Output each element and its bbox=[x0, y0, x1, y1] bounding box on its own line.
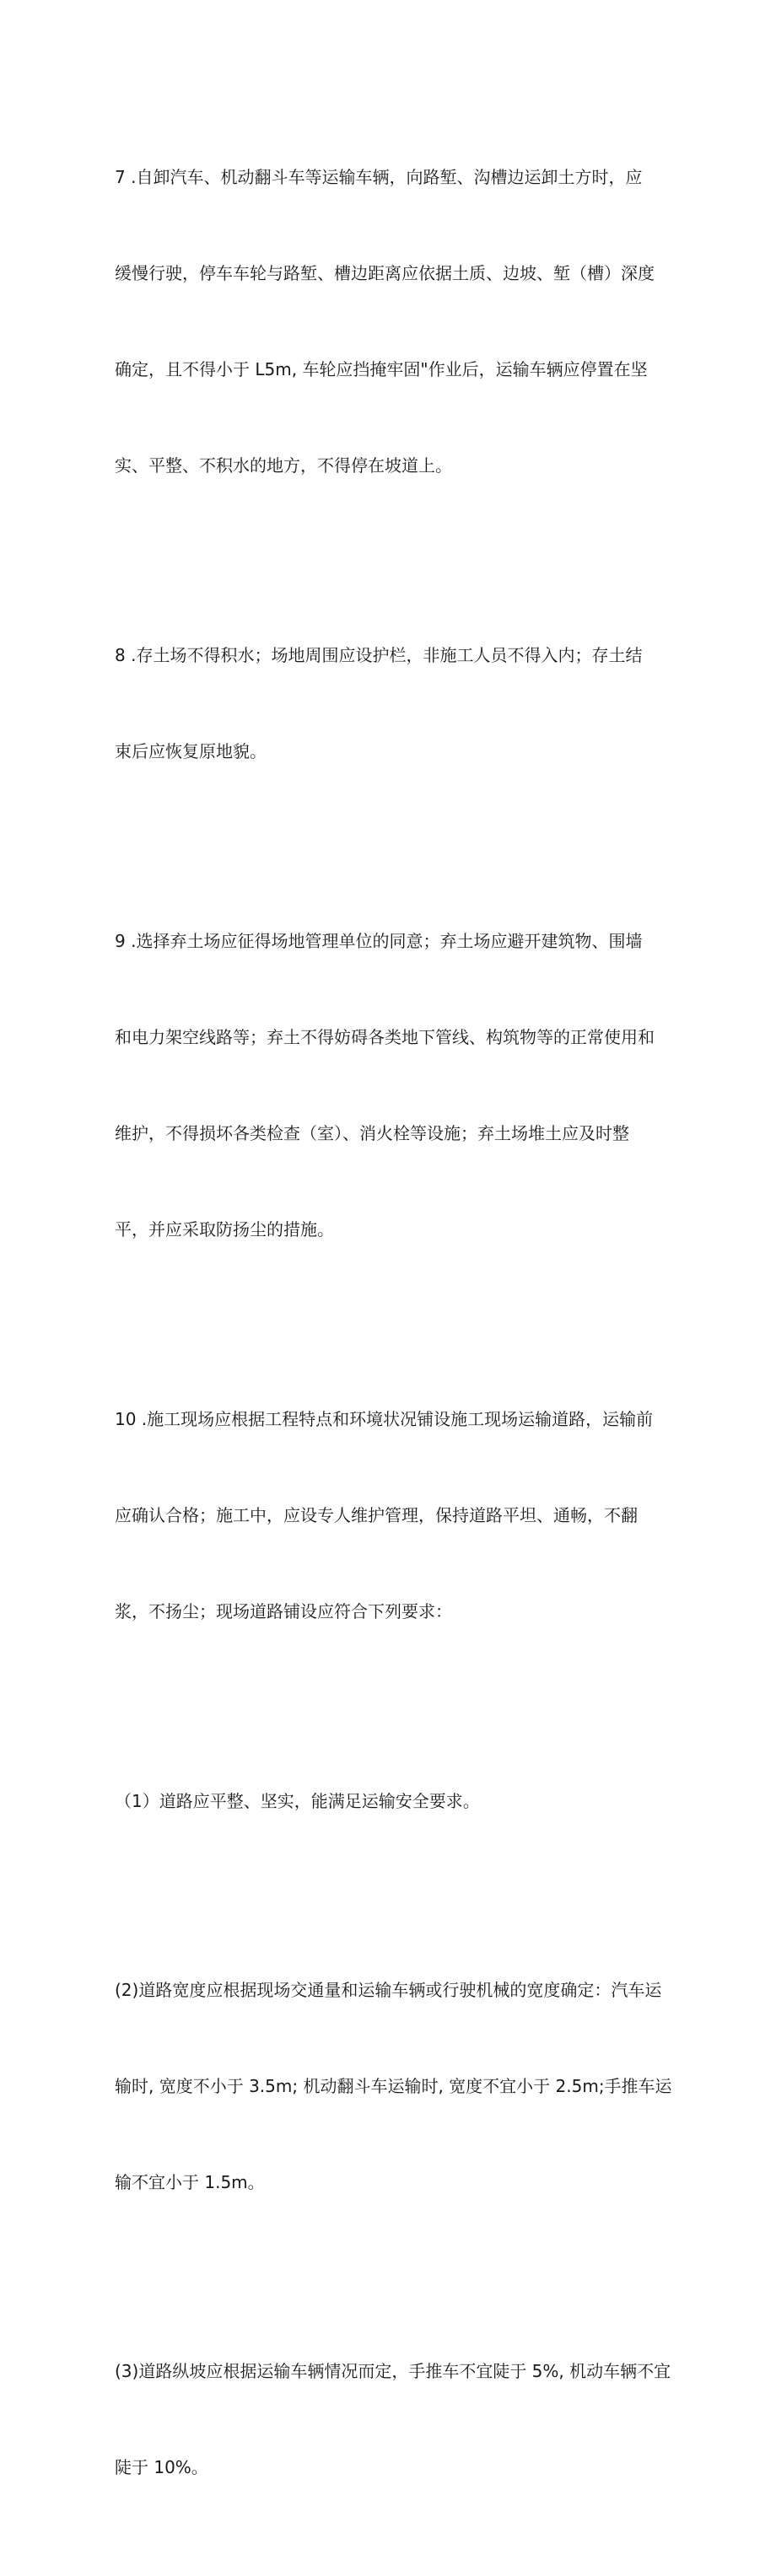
text-line: 浆，不扬尘；现场道路铺设应符合下列要求： bbox=[115, 1601, 452, 1621]
text-line: 输时, 宽度不小于 3.5m; 机动翻斗车运输时, 宽度不宜小于 2.5m;手推车运 bbox=[115, 2076, 672, 2096]
text-line: (2)道路宽度应根据现场交通量和运输车辆或行驶机械的宽度确定：汽车运 bbox=[115, 1980, 662, 2000]
text-line: 应确认合格；施工中，应设专人维护管理，保持道路平坦、通畅，不翻 bbox=[115, 1505, 638, 1525]
text-line: 7 .自卸汽车、机动翻斗车等运输车辆，向路堑、沟槽边运卸土方时，应 bbox=[115, 167, 643, 187]
sub-item-2 bbox=[115, 1910, 671, 2262]
text-line: 10 .施工现场应根据工程特点和环境状况铺设施工现场运输道路，运输前 bbox=[115, 1409, 654, 1429]
text-line: 9 .选择弃土场应征得场地管理单位的同意；弃土场应避开建筑物、围墙 bbox=[115, 931, 643, 951]
text-line: 8 .存土场不得积水；场地周围应设护栏，非施工人员不得入内；存土结 bbox=[115, 645, 643, 665]
paragraph-7 bbox=[115, 97, 671, 546]
text-line: (3)道路纵坡应根据运输车辆情况而定，手推车不宜陡于 5%, 机动车辆不宜 bbox=[115, 2361, 671, 2381]
text-line: 实、平整、不积水的地方，不得停在坡道上。 bbox=[115, 455, 452, 476]
paragraph-8 bbox=[115, 575, 671, 831]
text-line: 缓慢行驶，停车车轮与路堑、槽边距离应依据土质、边坡、堑（槽）深度 bbox=[115, 263, 655, 283]
text-line: 束后应恢复原地貌。 bbox=[115, 741, 267, 761]
text-line: 维护，不得损坏各类检查（室）、消火栓等设施；弃土场堆土应及时整 bbox=[115, 1123, 629, 1143]
text-line: 确定，且不得小于 L5m, 车轮应挡掩牢固"作业后，运输车辆应停置在坚 bbox=[115, 359, 648, 379]
text-line: 输不宜小于 1.5m。 bbox=[115, 2172, 265, 2192]
text-line: 陡于 10%。 bbox=[115, 2457, 208, 2477]
sub-item-3 bbox=[115, 2291, 671, 2547]
text-line: 平，并应采取防扬尘的措施。 bbox=[115, 1219, 334, 1240]
text-line: （1）道路应平整、坚实，能满足运输安全要求。 bbox=[115, 1791, 480, 1811]
paragraph-10 bbox=[115, 1339, 671, 1691]
paragraph-9 bbox=[115, 861, 671, 1310]
text-line: 和电力架空线路等；弃土不得妨碍各类地下管线、构筑物等的正常使用和 bbox=[115, 1027, 655, 1047]
document-page bbox=[115, 97, 671, 2576]
sub-item-1 bbox=[115, 1721, 671, 1881]
